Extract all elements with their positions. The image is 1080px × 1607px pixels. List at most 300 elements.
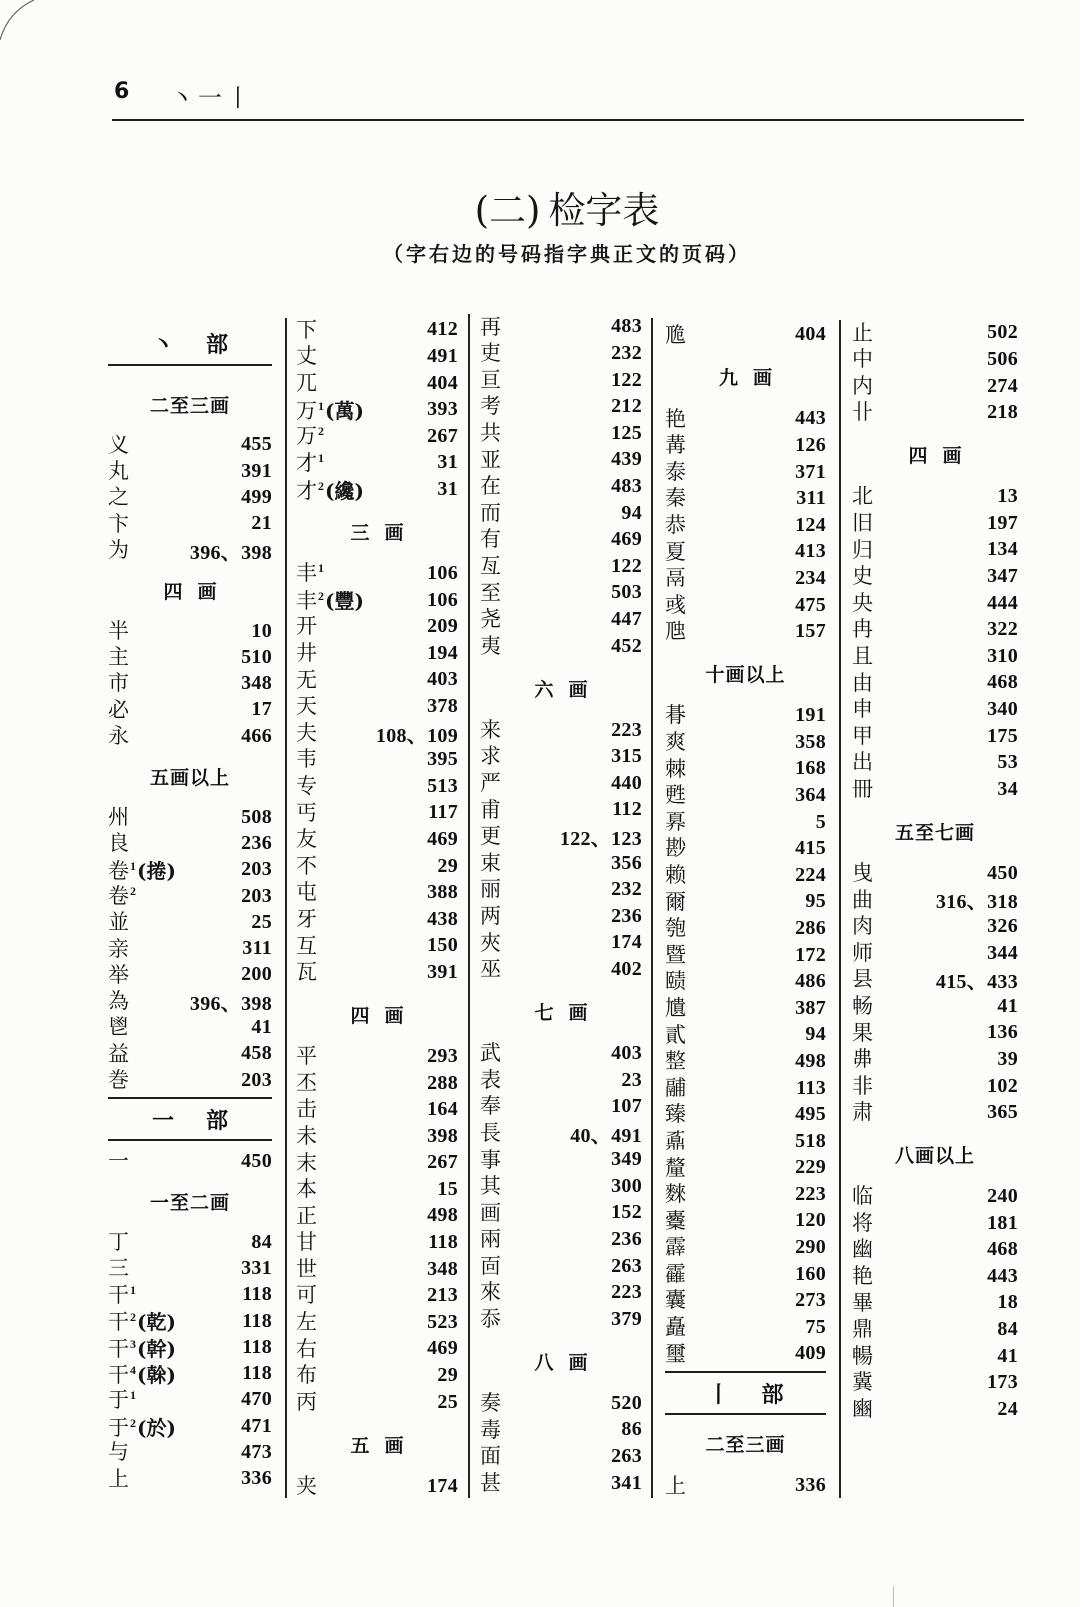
entry-headword (852, 1263, 873, 1290)
entry-page-number: 84 (997, 1318, 1018, 1341)
index-entry (296, 1229, 458, 1256)
entry-character: 申 (852, 697, 873, 722)
entry-page-number: 288 (427, 1071, 458, 1094)
entry-headword (108, 830, 129, 856)
entry-page-number: 415 (795, 837, 826, 860)
entry-page-number: 94 (621, 501, 642, 524)
entry-character: 忝 (480, 1307, 501, 1332)
index-entry (480, 1147, 642, 1174)
index-entry (665, 782, 826, 809)
entry-page-number: 197 (987, 511, 1018, 534)
entry-page-number: 469 (611, 528, 642, 551)
entry-headword: 才 2 (纔) (296, 475, 364, 505)
entry-character: 至 (480, 580, 501, 605)
entry-character: 右 (296, 1336, 317, 1361)
entry-headword (108, 804, 129, 830)
entry-character: 将 (852, 1210, 873, 1235)
entry-page-number: 160 (795, 1262, 826, 1285)
entry-character: 面 (480, 1444, 501, 1469)
entry-character: 奡 (665, 809, 686, 834)
entry-page-number: 340 (987, 698, 1018, 720)
index-entry (108, 432, 272, 458)
entry-character: 囊 (665, 1288, 686, 1313)
entry-headword (852, 563, 873, 590)
index-entry (852, 993, 1018, 1020)
entry-page-number: 21 (251, 512, 272, 535)
index-entry (296, 560, 458, 587)
index-entry (480, 526, 642, 553)
running-head-radicals: 丶一丨 (170, 84, 254, 112)
entry-character: 瓦 (296, 960, 317, 985)
index-entry (108, 830, 272, 856)
page-number: 6 (114, 79, 130, 104)
entry-headword (480, 903, 501, 930)
entry-page-number: 240 (987, 1185, 1018, 1208)
entry-character: 秦 (665, 486, 686, 511)
entry-page-number: 117 (428, 801, 458, 824)
radical-glyph: 丶 (151, 332, 174, 358)
entry-page-number: 94 (805, 1023, 826, 1046)
entry-page-number: 450 (241, 1149, 272, 1172)
index-entry (108, 697, 272, 723)
entry-headword (480, 823, 501, 850)
entry-page-number: 444 (987, 591, 1018, 614)
entry-page-number: 365 (987, 1101, 1018, 1124)
index-entry (480, 1040, 642, 1067)
entry-headword (296, 1096, 317, 1123)
entry-headword (296, 933, 317, 960)
index-entry (296, 1336, 458, 1363)
entry-page-number: 41 (997, 994, 1018, 1017)
entry-page-number: 122 (611, 554, 642, 577)
entry-page-number: 124 (795, 513, 826, 536)
entry-character: 正 (296, 1203, 317, 1228)
entry-headword (665, 968, 686, 995)
entry-headword (296, 1309, 317, 1336)
page-curl-edge (0, 0, 60, 60)
index-entry (480, 580, 642, 607)
entry-character: 末 (296, 1150, 317, 1175)
entry-character: 為 (108, 989, 129, 1014)
entry-character: 璽 (665, 1341, 686, 1366)
entry-character: 非 (852, 1073, 873, 1098)
entry-page-number: 371 (795, 460, 826, 483)
entry-page-number: 498 (795, 1049, 826, 1072)
entry-page-number: 25 (251, 910, 272, 933)
index-entry (108, 1439, 272, 1465)
entry-character: 夏 (665, 539, 686, 564)
entry-character: 干 (108, 1282, 129, 1307)
index-entry (480, 314, 642, 341)
stroke-count-heading: 四画 (908, 445, 977, 468)
entry-headword: 干 1 (108, 1282, 136, 1307)
index-entry (108, 723, 272, 749)
index-entry (296, 423, 458, 450)
entry-page-number: 118 (242, 1283, 272, 1306)
index-entry (480, 1173, 642, 1200)
entry-character: 丕 (296, 1070, 317, 1095)
entry-character: 尵 (665, 995, 686, 1020)
entry-headword (665, 809, 686, 836)
entry-character: 麳 (665, 1182, 686, 1207)
entry-page-number: 106 (427, 588, 458, 611)
entry-character: 卝 (852, 400, 873, 425)
stroke-count-heading: 六画 (534, 678, 603, 701)
entry-page-number: 41 (997, 1344, 1018, 1367)
entry-page-number: 24 (997, 1397, 1018, 1420)
entry-page-number: 379 (611, 1307, 642, 1330)
entry-headword (852, 696, 873, 723)
entry-page-number: 409 (795, 1342, 826, 1365)
entry-page-number: 53 (997, 751, 1018, 774)
entry-character: 开 (296, 614, 317, 639)
entry-character: 天 (296, 694, 317, 719)
entry-headword (480, 367, 501, 394)
index-entry (480, 850, 642, 877)
index-entry (665, 915, 826, 942)
index-entry (296, 1389, 458, 1416)
entry-headword (108, 537, 129, 563)
entry-traditional-form: (萬) (325, 398, 364, 423)
entry-headword (108, 723, 129, 749)
entry-character: 丈 (296, 344, 317, 369)
entry-page-number: 118 (242, 1309, 272, 1332)
entry-headword (296, 1362, 317, 1389)
entry-character: 央 (852, 590, 873, 615)
entry-character: 夫 (296, 720, 317, 745)
entry-page-number: 232 (611, 878, 642, 901)
entry-headword (480, 743, 501, 770)
entry-page-number: 473 (241, 1440, 272, 1463)
entry-character: 才 (296, 450, 317, 475)
entry-headword (665, 406, 686, 433)
entry-page-number: 316、318 (935, 891, 1018, 914)
entry-headword (665, 459, 686, 486)
index-entry (665, 1287, 826, 1314)
entry-headword: 万 1 (萬) (296, 395, 364, 425)
entry-page-number: 224 (795, 863, 826, 886)
index-entry (108, 1067, 272, 1093)
index-entry (852, 887, 1018, 914)
entry-headword: 卷 1 (捲) (108, 855, 176, 884)
entry-character: 鬲 (665, 566, 686, 591)
index-entry (665, 862, 826, 889)
index-entry (665, 729, 826, 756)
entry-character: 爾 (665, 889, 686, 914)
stroke-count-heading: 一至二画 (149, 1192, 230, 1215)
entry-headword (296, 613, 317, 640)
entry-page-number: 13 (997, 485, 1018, 508)
entry-headword (108, 1439, 129, 1465)
entry-character: 甫 (480, 797, 501, 822)
entry-headword (852, 749, 873, 776)
index-entry (480, 1279, 642, 1306)
entry-character: 益 (108, 1041, 129, 1066)
entry-page-number: 483 (611, 315, 642, 338)
entry-headword (296, 1176, 317, 1203)
entry-headword (296, 1473, 317, 1500)
entry-character: 靣 (480, 1253, 501, 1278)
index-entry (852, 1290, 1018, 1317)
entry-character: 为 (108, 537, 129, 562)
index-entry (108, 804, 272, 830)
entry-character: 鼒 (665, 1128, 686, 1153)
radical-glyph: 丨 (707, 1382, 730, 1408)
entry-headword (665, 512, 686, 539)
entry-headword: 于 2 (於) (108, 1412, 176, 1441)
entry-headword (480, 1200, 501, 1227)
entry-traditional-form: (乾) (137, 1310, 176, 1335)
entry-character: 暨 (665, 942, 686, 967)
entry-character: 考 (480, 394, 501, 419)
radical-glyph: 一 (151, 1108, 174, 1134)
entry-character: 市 (108, 671, 129, 696)
entry-character: 友 (296, 827, 317, 852)
entry-page-number: 203 (241, 858, 272, 881)
index-entry (108, 857, 272, 883)
entry-headword (480, 717, 501, 744)
index-entry (852, 1099, 1018, 1126)
entry-character: 更 (480, 824, 501, 849)
entry-page-number: 439 (611, 448, 642, 471)
entry-character: 亚 (480, 447, 501, 472)
entry-headword (665, 618, 686, 645)
entry-page-number: 84 (251, 1230, 272, 1253)
entry-character: 中 (852, 347, 873, 372)
entry-page-number: 495 (795, 1103, 826, 1126)
entry-character: 世 (296, 1256, 317, 1281)
entry-character: 丐 (296, 800, 317, 825)
entry-page-number: 31 (437, 451, 458, 474)
entry-headword (296, 879, 317, 906)
entry-character: 巻 (108, 1068, 129, 1092)
entry-character: 艳 (852, 1264, 873, 1289)
index-entry (665, 432, 826, 459)
entry-page-number: 267 (427, 1151, 458, 1174)
index-entry (108, 1014, 272, 1040)
entry-page-number: 315 (611, 745, 642, 768)
entry-headword (852, 670, 873, 697)
entry-headword (852, 1290, 873, 1317)
entry-headword (852, 483, 873, 510)
entry-character: 再 (480, 314, 501, 339)
entry-headword (852, 1369, 873, 1396)
entry-page-number: 223 (611, 1281, 642, 1304)
index-entry (665, 485, 826, 512)
entry-page-number: 469 (427, 827, 458, 850)
index-entry (296, 613, 458, 640)
entry-headword (665, 1341, 686, 1368)
entry-headword (480, 473, 501, 500)
entry-page-number: 326 (987, 914, 1018, 937)
entry-character: 丽 (480, 877, 501, 902)
entry-page-number: 286 (795, 916, 826, 939)
entry-character: 長 (480, 1120, 501, 1145)
index-entry (852, 510, 1018, 537)
entry-page-number: 181 (987, 1211, 1018, 1234)
entry-page-number: 520 (611, 1391, 642, 1414)
column-divider (285, 318, 287, 1498)
index-entry (852, 1396, 1018, 1423)
entry-traditional-form: (幹) (137, 1336, 176, 1361)
index-entry (852, 399, 1018, 426)
entry-headword (108, 1067, 129, 1093)
entry-page-number: 387 (795, 996, 826, 1019)
entry-page-number: 356 (611, 851, 642, 874)
entry-page-number: 470 (241, 1388, 272, 1411)
entry-page-number: 391 (241, 459, 272, 482)
entry-page-number: 491 (427, 345, 458, 368)
entry-headword (665, 1234, 686, 1261)
entry-character: 棘 (665, 756, 686, 781)
entry-headword (852, 616, 873, 643)
entry-page-number: 347 (987, 565, 1018, 588)
entry-page-number: 311 (242, 937, 272, 960)
entry-headword (296, 1229, 317, 1256)
index-entry (108, 1387, 272, 1413)
index-entry (852, 776, 1018, 803)
entry-character: 並 (108, 910, 129, 935)
index-entry (852, 1020, 1018, 1047)
entry-page-number: 447 (611, 608, 642, 631)
index-entry (108, 511, 272, 537)
radical-label: 部 (206, 332, 229, 358)
index-entry (296, 1282, 458, 1309)
entry-page-number: 122、123 (559, 827, 642, 850)
index-entry (108, 1041, 272, 1067)
entry-headword (665, 782, 686, 809)
index-entry (296, 1362, 458, 1389)
index-entry (108, 1229, 272, 1255)
stroke-count-heading: 二至三画 (149, 394, 230, 417)
entry-page-number: 458 (241, 1042, 272, 1065)
entry-character: 丰 (296, 589, 317, 614)
index-column-2 (296, 317, 458, 1500)
entry-page-number: 106 (427, 562, 458, 585)
entry-page-number: 274 (987, 374, 1018, 397)
entry-headword (480, 1226, 501, 1253)
index-entry (480, 876, 642, 903)
entry-character: 畅 (852, 993, 873, 1018)
entry-headword (852, 1210, 873, 1237)
entry-page-number: 125 (611, 421, 642, 444)
entry-character: 干 (108, 1336, 129, 1361)
index-entry (665, 1208, 826, 1235)
entry-headword (480, 1443, 501, 1470)
entry-page-number: 273 (795, 1289, 826, 1312)
entry-page-number: 412 (427, 318, 458, 341)
entry-character: 丳 (852, 1047, 873, 1072)
scan-mark (893, 1586, 894, 1607)
entry-page-number: 174 (611, 931, 642, 954)
entry-character: 曳 (852, 860, 873, 885)
stroke-count-heading: 九画 (718, 367, 787, 390)
entry-character: 丁 (108, 1229, 129, 1254)
entry-character: 卞 (108, 511, 129, 536)
entry-character: 北 (852, 484, 873, 509)
index-entry (108, 1334, 272, 1360)
entry-page-number: 75 (805, 1315, 826, 1338)
index-entry (852, 1046, 1018, 1073)
entry-traditional-form: (於) (137, 1415, 176, 1440)
entry-character: 卷 (108, 859, 129, 884)
entry-headword (480, 393, 501, 420)
entry-headword (665, 1075, 686, 1102)
entry-character: 釐 (665, 1155, 686, 1180)
index-entry (480, 1417, 642, 1444)
entry-character: 于 (108, 1415, 129, 1440)
entry-headword (108, 1466, 129, 1492)
entry-headword (665, 1101, 686, 1128)
entry-headword (665, 432, 686, 459)
entry-headword (665, 1314, 686, 1341)
index-entry (480, 1470, 642, 1497)
entry-headword (852, 993, 873, 1020)
entry-headword (665, 1473, 686, 1500)
index-entry (108, 537, 272, 563)
entry-character: 卼 (665, 322, 686, 347)
index-entry (852, 537, 1018, 564)
entry-page-number: 510 (241, 645, 272, 668)
entry-headword (480, 1067, 501, 1094)
entry-character: 无 (296, 667, 317, 692)
index-entry (480, 743, 642, 770)
entry-character: 夹 (296, 1473, 317, 1498)
entry-character: 县 (852, 967, 873, 992)
entry-headword (852, 346, 873, 373)
entry-headword (852, 1343, 873, 1370)
entry-page-number: 404 (427, 371, 458, 394)
entry-page-number: 118 (242, 1335, 272, 1358)
entry-page-number: 209 (427, 615, 458, 638)
entry-page-number: 499 (241, 485, 272, 508)
entry-character: 靃 (665, 1261, 686, 1286)
index-entry (665, 565, 826, 592)
index-entry (108, 1255, 272, 1281)
entry-character: 布 (296, 1363, 317, 1388)
entry-character: 一 (108, 1148, 129, 1173)
entry-character: 万 (296, 398, 317, 423)
index-entry (480, 1120, 642, 1147)
entry-headword (480, 500, 501, 527)
index-entry (296, 1096, 458, 1123)
entry-headword (108, 909, 129, 935)
entry-page-number: 358 (795, 730, 826, 753)
index-entry (296, 587, 458, 614)
entry-headword (480, 1040, 501, 1067)
entry-page-number: 506 (987, 348, 1018, 371)
index-entry (296, 450, 458, 477)
entry-page-number: 336 (795, 1474, 826, 1497)
entry-headword (852, 510, 873, 537)
entry-page-number: 523 (427, 1310, 458, 1333)
index-entry (852, 563, 1018, 590)
entry-headword (480, 340, 501, 367)
entry-character: 丸 (108, 458, 129, 483)
entry-headword: 干 2 (乾) (108, 1306, 176, 1335)
entry-page-number: 502 (987, 321, 1018, 344)
column-divider (468, 314, 470, 1498)
index-entry (296, 396, 458, 423)
entry-page-number: 122 (611, 368, 642, 391)
entry-page-number: 503 (611, 581, 642, 604)
entry-headword (108, 1255, 129, 1281)
index-column-1 (108, 322, 272, 1492)
entry-page-number: 518 (795, 1129, 826, 1152)
entry-headword (665, 539, 686, 566)
index-entry (296, 667, 458, 694)
entry-page-number: 471 (241, 1414, 272, 1437)
